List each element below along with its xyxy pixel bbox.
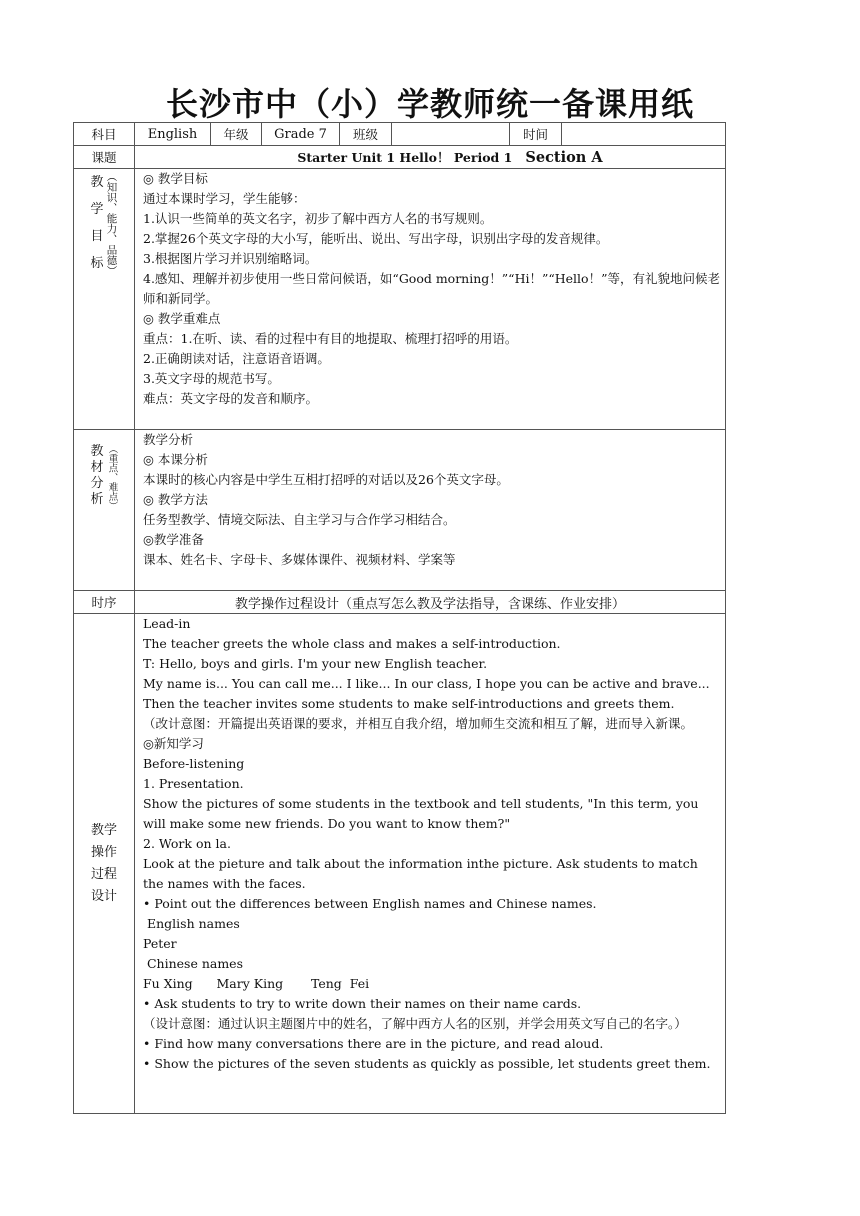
grade-value: Grade 7	[262, 123, 340, 146]
text-line: 课本、姓名卡、字母卡、多媒体课件、视频材料、学案等	[143, 552, 456, 567]
course-title: Starter Unit 1 Hello！ Period 1	[297, 150, 513, 165]
objectives-content	[135, 169, 726, 430]
subject-label: 科目	[74, 123, 135, 146]
text-line: 2. Work on la.	[143, 836, 231, 851]
lesson-plan-table	[73, 122, 726, 1114]
text-line: Before-listening	[143, 756, 245, 771]
text-line: Fu Xing Mary King Teng Fei	[143, 976, 370, 991]
text-line: • Point out the differences between English names and Chinese names.	[143, 896, 597, 911]
text-line: ◎教学准备	[143, 532, 204, 547]
grade-label: 年级	[211, 123, 262, 146]
text-line: Peter	[143, 936, 177, 951]
text-line: The teacher greets the whole class and makes a self-introduction.	[143, 636, 561, 651]
time-label: 时间	[510, 123, 562, 146]
text-line: • Find how many conversations there are in the picture, and read aloud.	[143, 1036, 604, 1051]
text-line: 难点：英文字母的发音和顺序。	[143, 391, 319, 406]
text-line: ◎ 教学方法	[143, 492, 208, 507]
analysis-sub-label: （重点、难点）	[106, 444, 118, 511]
text-line: English names	[143, 916, 240, 931]
text-line: 3.英文字母的规范书写。	[143, 371, 280, 386]
text-line: 通过本课时学习，学生能够：	[143, 191, 306, 206]
text-line: 重点：1.在听、读、看的过程中有目的地提取、梳理打招呼的用语。	[143, 331, 518, 346]
analysis-content	[135, 430, 726, 591]
text-line: （设计意图：通过认识主题图片中的姓名，了解中西方人名的区别，并学会用英文写自己的名字。）	[143, 1016, 687, 1031]
objectives-label: 教 学 目 标	[90, 175, 104, 271]
sequence-row	[74, 591, 726, 614]
text-line: 本课时的核心内容是中学生互相打招呼的对话以及26个英文字母。	[143, 472, 509, 487]
analysis-label-cell	[74, 430, 135, 591]
text-line: My name is... You can call me... I like... In our class, I hope you can be active and brave...	[143, 676, 710, 691]
page-title: 长沙市中（小）学教师统一备课用纸	[165, 85, 694, 123]
process-label: 教学 操作 过程 设计	[90, 822, 117, 904]
class-value	[392, 123, 510, 146]
topic-row	[74, 146, 726, 169]
subject-value: English	[135, 123, 211, 146]
text-line: （改计意图：开篇提出英语课的要求，并相互自我介绍，增加师生交流和相互了解，进而导入新课。	[143, 716, 694, 731]
text-line: Chinese names	[143, 956, 243, 971]
text-line: 3.根据图片学习并识别缩略词。	[143, 251, 318, 266]
text-line: Then the teacher invites some students to make self-introductions and greets them.	[143, 696, 675, 711]
process-row	[74, 614, 726, 1114]
text-line: Look at the pieture and talk about the information inthe picture. Ask students to match the names with the faces.	[143, 856, 698, 891]
text-line: Lead-in	[143, 616, 191, 631]
objectives-sub-label: （知识、能力、品德）	[105, 170, 118, 276]
process-label-cell	[74, 614, 135, 1114]
section-title: Section A	[525, 149, 603, 166]
time-value	[562, 123, 726, 146]
topic-label: 课题	[74, 146, 135, 169]
text-line: 2.掌握26个英文字母的大小写，能听出、说出、写出字母，识别出字母的发音规律。	[143, 231, 609, 246]
sequence-heading: 教学操作过程设计（重点写怎么教及学法指导，含课练、作业安排）	[135, 591, 726, 614]
objectives-label-cell	[74, 169, 135, 430]
text-line: ◎ 本课分析	[143, 452, 208, 467]
text-line: 1. Presentation.	[143, 776, 244, 791]
text-line: 4.感知、理解并初步使用一些日常问候语，如“Good morning！”“Hi！”“Hello！”等，有礼貌地问候老师和新同学。	[143, 271, 720, 306]
topic-value	[135, 146, 726, 169]
class-label: 班级	[340, 123, 392, 146]
text-line: ◎ 教学重难点	[143, 311, 221, 326]
text-line: Show the pictures of some students in the textbook and tell students, "In this term, you will make some new friends. Do you want to know them?"	[143, 796, 699, 831]
text-line: ◎ 教学目标	[143, 171, 208, 186]
objectives-row	[74, 169, 726, 430]
text-line: 2.正确朗读对话，注意语音语调。	[143, 351, 330, 366]
analysis-row	[74, 430, 726, 591]
process-content	[135, 614, 726, 1114]
text-line: 1.认识一些简单的英文名字，初步了解中西方人名的书写规则。	[143, 211, 493, 226]
text-line: • Ask students to try to write down their names on their name cards.	[143, 996, 582, 1011]
analysis-label: 教 材 分 析	[90, 444, 104, 507]
header-row	[74, 123, 726, 146]
text-line: • Show the pictures of the seven students as quickly as possible, let students greet them.	[143, 1056, 711, 1071]
text-line: 教学分析	[143, 432, 194, 447]
sequence-label: 时序	[74, 591, 135, 614]
text-line: ◎新知学习	[143, 736, 204, 751]
text-line: 任务型教学、情境交际法、自主学习与合作学习相结合。	[143, 512, 456, 527]
text-line: T: Hello, boys and girls. I'm your new English teacher.	[143, 656, 488, 671]
